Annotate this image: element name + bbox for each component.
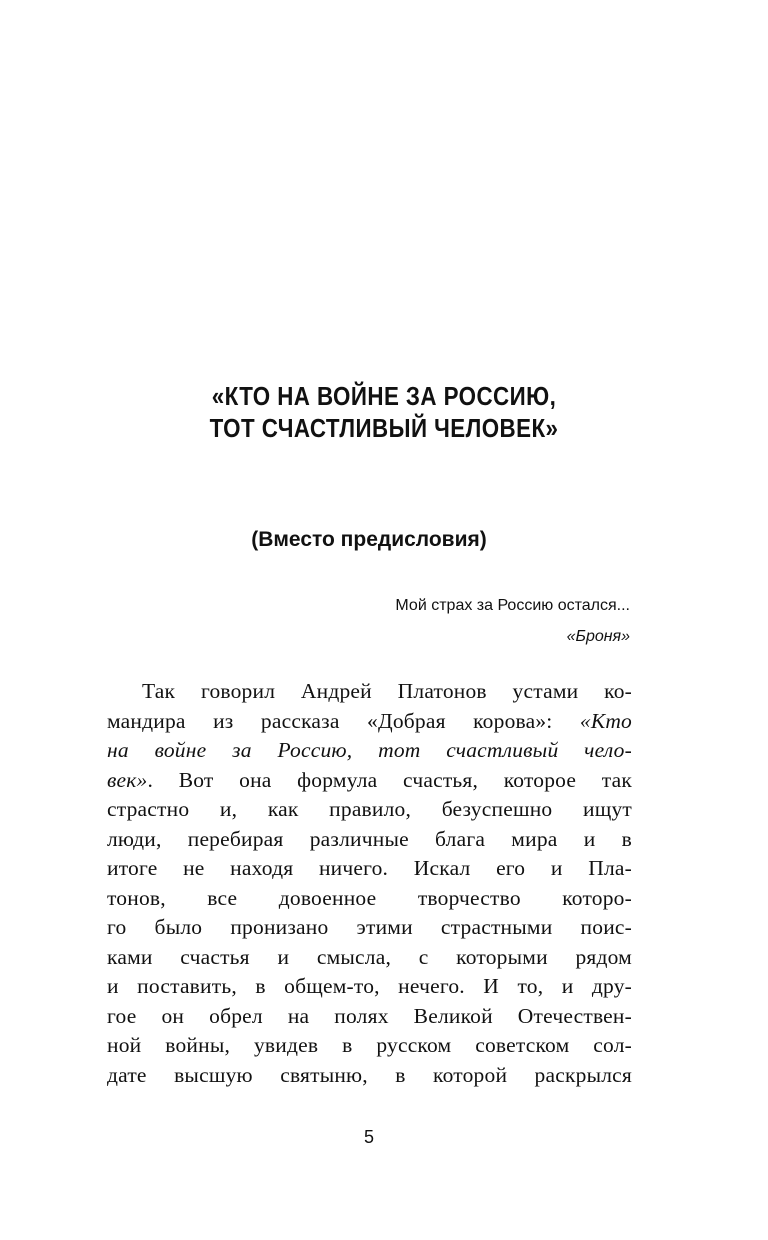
text-line: мандира из рассказа «Добрая корова»: «Кто [107, 708, 633, 733]
text-line: тонов, все довоенное творчество которо- [107, 885, 632, 910]
text-line: страстно и, как правило, безуспешно ищут [107, 797, 632, 821]
epigraph [395, 590, 630, 652]
body-paragraph [107, 677, 632, 1090]
text-line: ной войны, увидев в русском советском сол- [107, 1033, 632, 1057]
epigraph-source: «Броня» [566, 628, 630, 645]
quote-italic: век» [107, 767, 148, 792]
text-line: го было пронизано этими страстными поис- [107, 915, 632, 939]
text-line [107, 736, 632, 766]
text-line: и поставить, в общем-то, нечего. И то, и дру- [107, 974, 632, 998]
text-line: итоге не находя ничего. Искал его и Пла- [107, 856, 632, 880]
quote-italic: «Кто [579, 708, 633, 733]
text-line: ками счастья и смысла, с которыми рядом [107, 944, 632, 969]
chapter-title-line: «КТО НА ВОЙНЕ ЗА РОССИЮ, [211, 381, 557, 411]
chapter-subtitle: (Вместо предисловия) [251, 528, 487, 551]
page-number: 5 [363, 1127, 374, 1147]
quote-italic: на войне за Россию, тот счастливый чело- [107, 738, 632, 762]
text-line: дате высшую святыню, в которой раскрылся [107, 1062, 632, 1087]
epigraph-quote: Мой страх за Россию остался... [395, 597, 630, 614]
text-line: век». Вот она формула счастья, которое так [107, 767, 632, 792]
chapter-title [54, 380, 714, 444]
chapter-title-line: ТОТ СЧАСТЛИВЫЙ ЧЕЛОВЕК» [209, 413, 559, 443]
text-line: люди, перебирая различные блага мира и в [107, 826, 632, 851]
text-line: гое он обрел на полях Великой Отечествен- [107, 1003, 632, 1028]
text-line: Так говорил Андрей Платонов устами ко- [142, 679, 632, 703]
